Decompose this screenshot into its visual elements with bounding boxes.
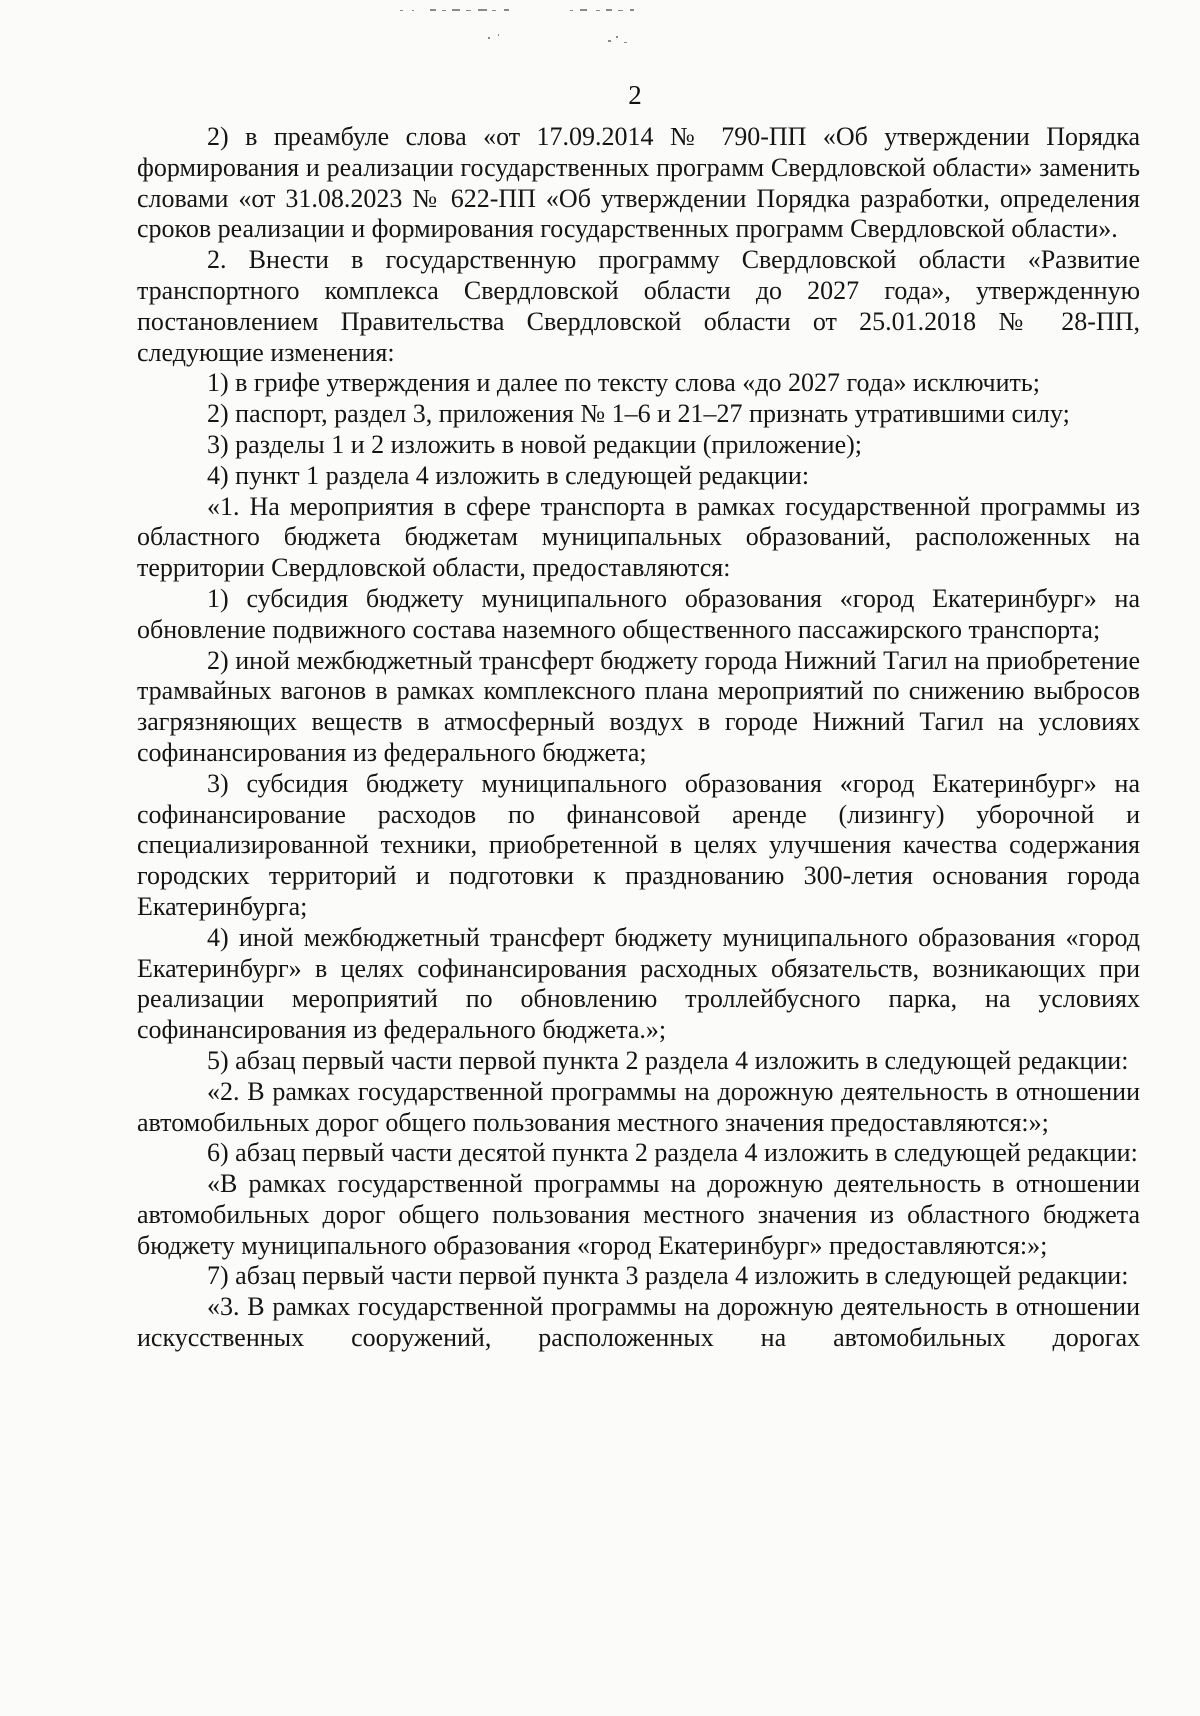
paragraph-subitem-1: 1) в грифе утверждения и далее по тексту слова «до 2027 года» исключить; [207,368,1040,398]
paragraph-quoted-point-1: «1. На мероприятия в сфере транспорта в рамках государственной программы из областного бюджета бюджетам муниципальных образований, расположенных на территории Свердловской области, предоставляются: [137,491,1140,583]
paragraph-quoted-point-3: «3. В рамках государственной программы на дорожную деятельность в отношении искусственных сооружений, расположенных на автомобильных дорогах [137,1292,1140,1353]
paragraph-subitem-5: 5) абзац первый части первой пункта 2 раздела 4 изложить в следующей редакции: [207,1045,1129,1075]
paragraph-quoted-point-2: «2. В рамках государственной программы на дорожную деятельность в отношении автомобильных дорог общего пользования местного значения предоставляются:»; [137,1076,1140,1137]
scan-artifact-specks [400,4,720,54]
paragraph-subitem-2: 2) паспорт, раздел 3, приложения № 1–6 и 21–27 признать утратившими силу; [207,399,1070,429]
paragraph-subitem-3: 3) разделы 1 и 2 изложить в новой редакции (приложение); [207,429,863,459]
paragraph-subitem-4: 4) пункт 1 раздела 4 изложить в следующей редакции: [207,460,810,490]
page-number: 2 [628,80,642,110]
paragraph-subitem-7: 7) абзац первый части первой пункта 3 раздела 4 изложить в следующей редакции: [207,1261,1129,1291]
paragraph-item-2-introduce-changes: 2. Внести в государственную программу Свердловской области «Развитие транспортного комплекса Свердловской области до 2027 года», утвержденную постановлением Правительства Свердловской области от 25.01.2018 № 28-ПП, следующие изменения: [137,245,1140,367]
paragraph-transfer-4: 4) иной межбюджетный трансферт бюджету муниципального образования «город Екатеринбург» в целях софинансирования расходных обязательств, возникающих при реализации мероприятий по обновлению троллейбусного парка, на условиях софинансирования из федерального бюджета.»; [137,922,1140,1045]
paragraph-preamble-amendment: 2) в преамбуле слова «от 17.09.2014 № 790-ПП «Об утверждении Порядка формирования и реализации государственных программ Свердловской области» заменить словами «от 31.08.2023 № 622-ПП «Об утверждении Порядка разработки, определения сроков реализации и формирования государственных программ Свердловской области». [137,122,1140,244]
paragraph-transfer-2: 2) иной межбюджетный трансферт бюджету города Нижний Тагил на приобретение трамвайных вагонов в рамках комплексного плана мероприятий по снижению выбросов загрязняющих веществ в атмосферный воздух в городе Нижний Тагил на условиях софинансирования из федерального бюджета; [137,645,1140,767]
paragraph-quoted-ekaterinburg: «В рамках государственной программы на дорожную деятельность в отношении автомобильных дорог общего пользования местного значения из областного бюджета бюджету муниципального образования «город Екатеринбург» предоставляются:»; [137,1169,1140,1260]
paragraph-subitem-6: 6) абзац первый части десятой пункта 2 раздела 4 изложить в следующей редакции: [207,1138,1138,1168]
paragraph-subsidy-3: 3) субсидия бюджету муниципального образования «город Екатеринбург» на софинансирование расходов по финансовой аренде (лизингу) уборочной и специализированной техники, приобретенной в целях улучшения качества содержания городских территорий и подготовки к празднованию 300-летия основания города Екатеринбурга; [137,768,1140,921]
paragraph-subsidy-1: 1) субсидия бюджету муниципального образования «город Екатеринбург» на обновление подвижного состава наземного общественного пассажирского транспорта; [137,583,1140,644]
document-body [137,122,1140,1354]
